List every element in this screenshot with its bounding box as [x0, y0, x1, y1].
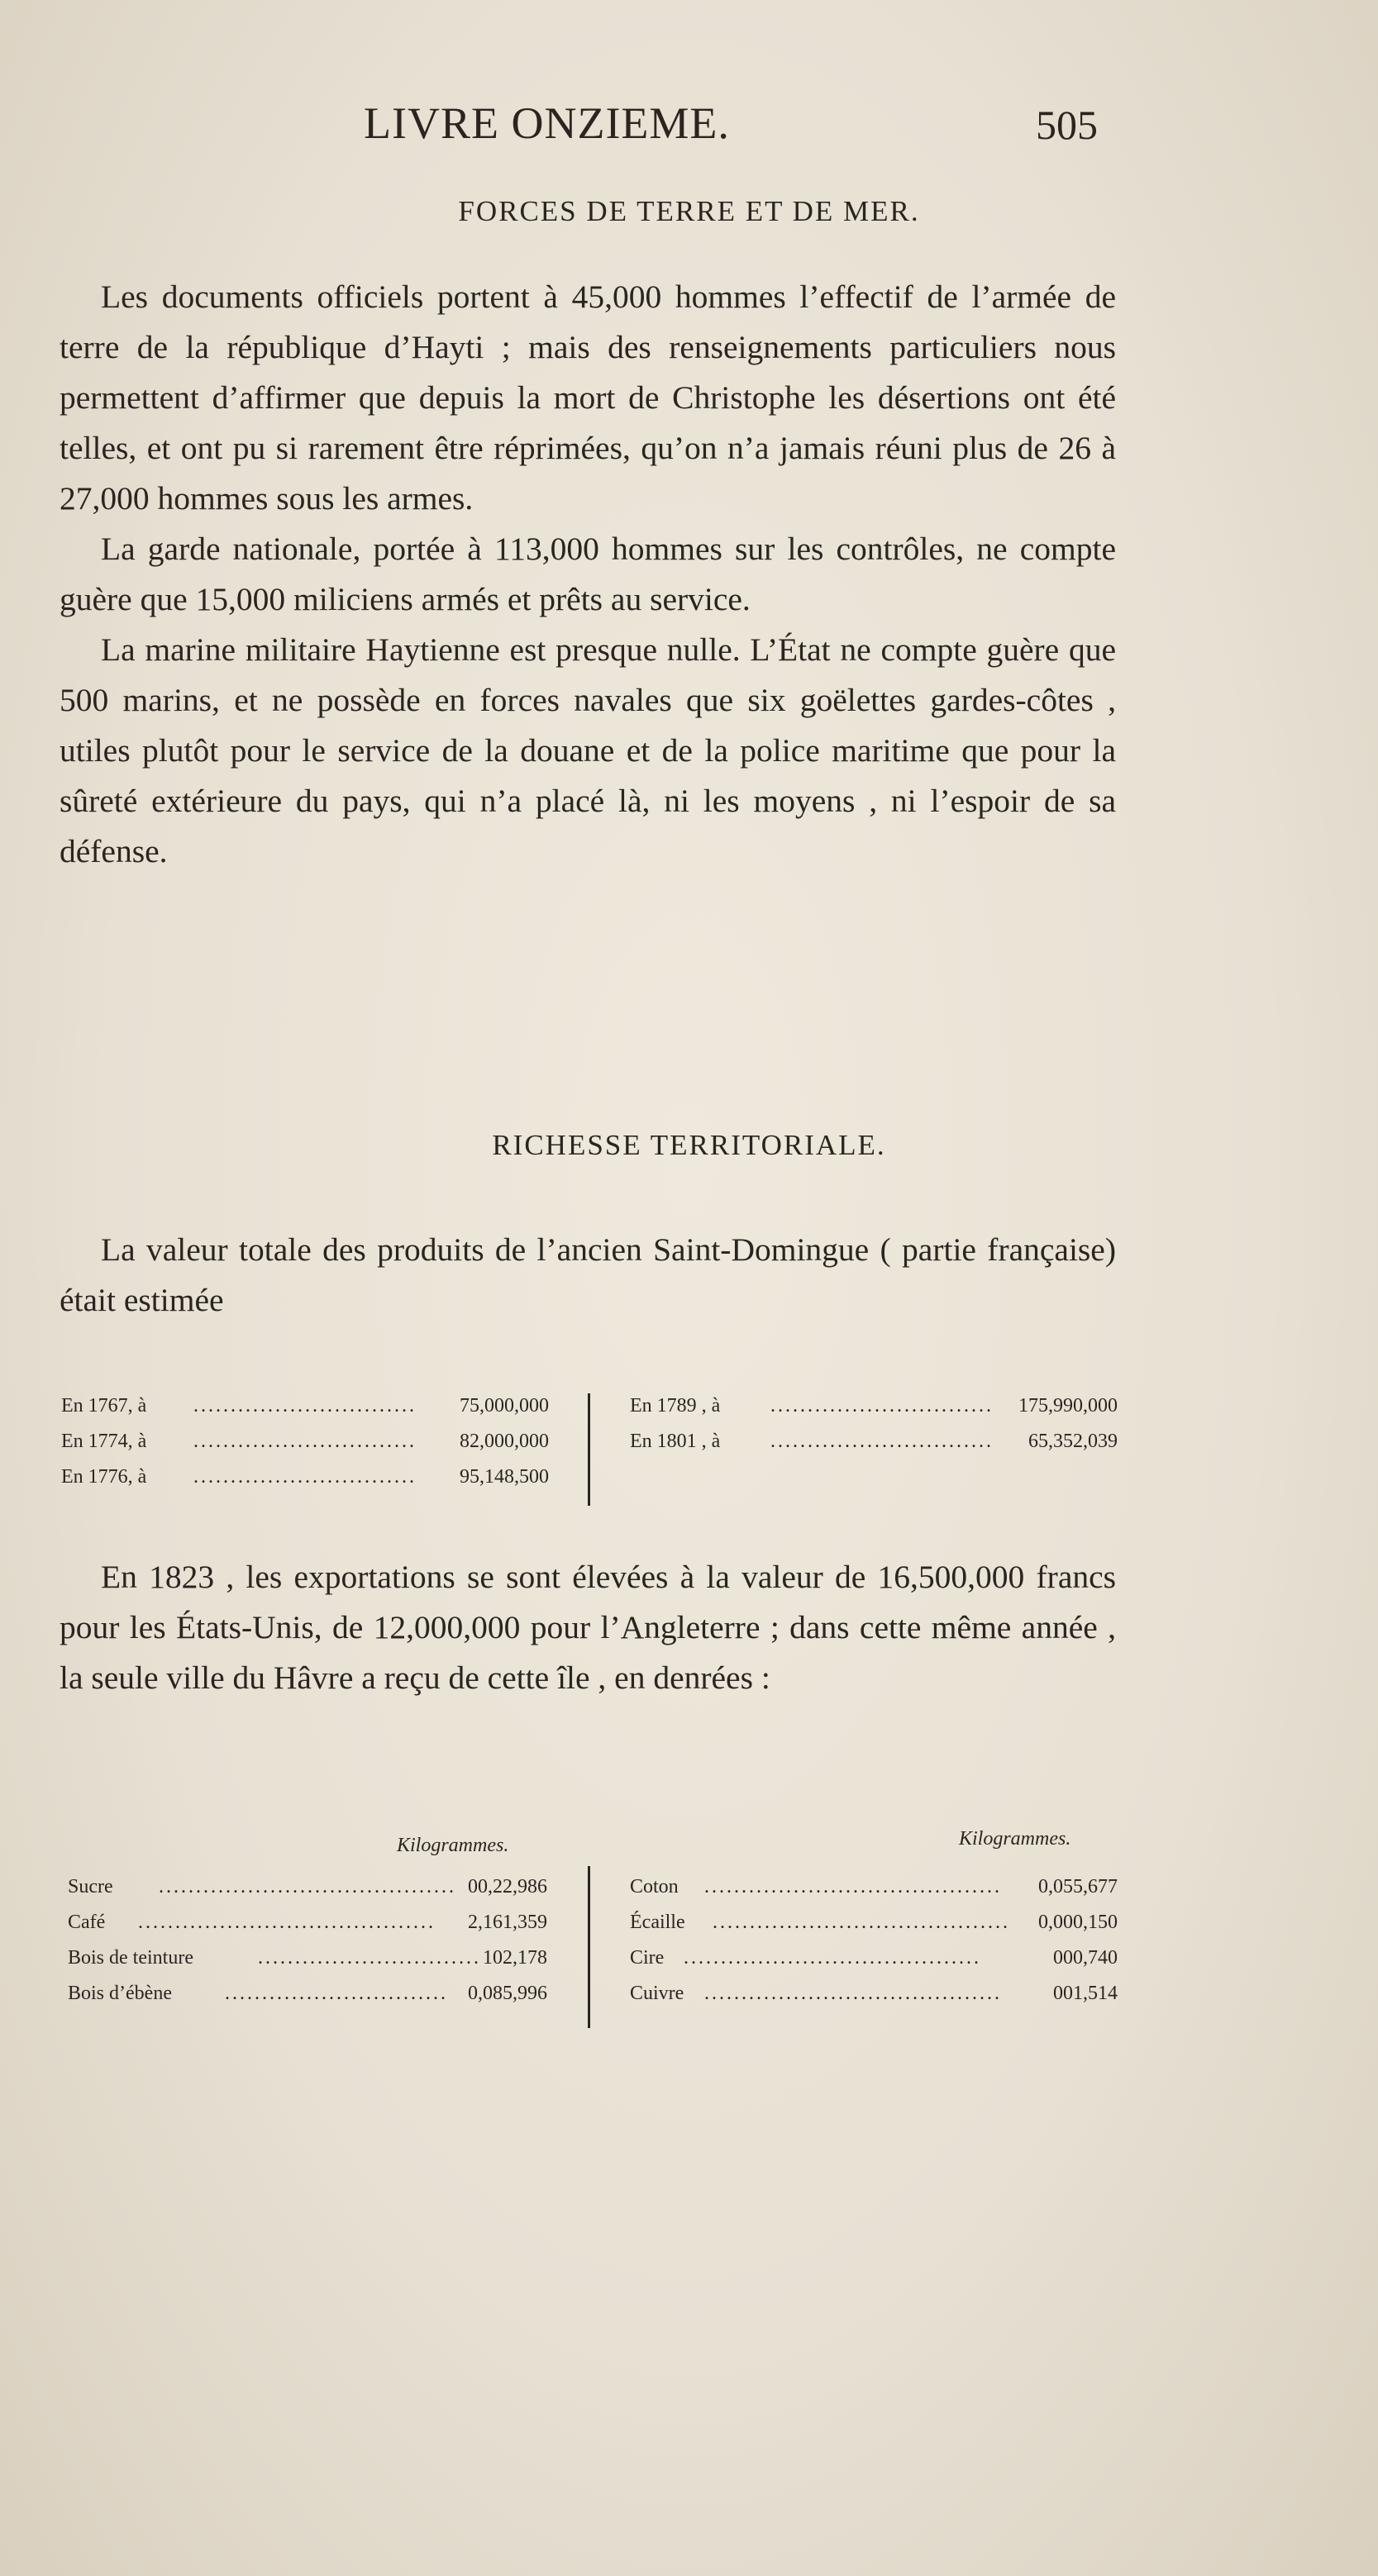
row-value: 95,148,500 [460, 1466, 549, 1488]
table-row [68, 1869, 547, 1905]
row-value: 82,000,000 [460, 1431, 549, 1452]
values-table-right [630, 1388, 1118, 1459]
goods-label: Cuivre [630, 1983, 684, 2004]
paragraph-exports: En 1823 , les exportations se sont élevées à la valeur de 16,500,000 francs pour les États-Unis, de 12,000,000 pour l’Angleterre ; dans cette même année , la seule ville du Hâvre a reçu de cette île , en denrées : [60, 1559, 1116, 1696]
dot-leader: .............................. [258, 1947, 481, 1969]
goods-value: 0,085,996 [468, 1983, 547, 2004]
richesse-intro [60, 1225, 1116, 1326]
goods-value: 102,178 [483, 1947, 547, 1969]
table-row [61, 1424, 549, 1459]
goods-table-right [630, 1869, 1118, 2012]
row-label: En 1801 , à [630, 1431, 721, 1452]
dot-leader: .............................. [770, 1431, 994, 1452]
row-value: 65,352,039 [1028, 1431, 1118, 1452]
goods-label: Bois de teinture [68, 1947, 193, 1969]
goods-value: 2,161,359 [468, 1912, 547, 1933]
dot-leader: .............................. [193, 1395, 417, 1417]
exports-body [60, 1552, 1116, 1703]
row-label: En 1776, à [61, 1466, 147, 1488]
goods-label: Café [68, 1912, 106, 1933]
dot-leader: ........................................ [159, 1876, 456, 1897]
running-title: LIVRE ONZIEME. [364, 98, 730, 148]
goods-label: Écaille [630, 1912, 685, 1933]
paragraph-army: Les documents officiels portent à 45,000 hommes l’effectif de l’armée de terre de la république d’Hayti ; mais des renseignements particuliers nous permettent d’affirmer que depuis la mort de Christophe les désertions ont été telles, et ont pu si rarement être réprimées, qu’on n’a jamais réuni plus de 26 à 27,000 hommes sous les armes. [60, 279, 1116, 517]
goods-table-left [68, 1869, 547, 2012]
goods-value: 0,055,677 [1038, 1876, 1118, 1897]
table-row [630, 1905, 1118, 1940]
table-row [630, 1940, 1118, 1976]
dot-leader: .............................. [225, 1983, 448, 2004]
paragraph-navy: La marine militaire Haytienne est presque nulle. L’État ne compte guère que 500 marins, et ne possède en forces navales que six goëlettes gardes-côtes , utiles plutôt pour le service de la douane et de la police maritime que pour la sûreté extérieure du pays, qui n’a placé là, ni les moyens , ni l’espoir de sa défense. [60, 631, 1116, 869]
dot-leader: ........................................ [704, 1983, 1002, 2004]
section-heading-forces: FORCES DE TERRE ET DE MER. [458, 195, 920, 227]
goods-label: Sucre [68, 1876, 113, 1897]
column-divider [588, 1393, 590, 1506]
table-row [630, 1976, 1118, 2012]
table-row [630, 1388, 1118, 1424]
unit-heading-right: Kilogrammes. [959, 1828, 1071, 1850]
paragraph-total-value: La valeur totale des produits de l’ancien Saint-Domingue ( partie française) était estimée [60, 1231, 1116, 1318]
dot-leader: ........................................ [138, 1912, 436, 1933]
goods-label: Bois d’ébène [68, 1983, 172, 2004]
goods-value: 001,514 [1053, 1983, 1118, 2004]
row-value: 175,990,000 [1018, 1395, 1118, 1417]
goods-label: Coton [630, 1876, 679, 1897]
values-table-left [61, 1388, 549, 1495]
page-header [0, 98, 1378, 164]
table-row [630, 1869, 1118, 1905]
dot-leader: ........................................ [704, 1876, 1002, 1897]
column-divider [588, 1866, 590, 2028]
goods-value: 00,22,986 [468, 1876, 547, 1897]
page-number: 505 [1036, 102, 1098, 148]
table-row [61, 1459, 549, 1495]
table-row [68, 1940, 547, 1976]
goods-label: Cire [630, 1947, 665, 1969]
dot-leader: ........................................ [684, 1947, 981, 1969]
dot-leader: .............................. [770, 1395, 994, 1417]
forces-body [60, 272, 1116, 877]
table-row [630, 1424, 1118, 1459]
section-heading-richesse: RICHESSE TERRITORIALE. [492, 1129, 886, 1161]
row-label: En 1774, à [61, 1431, 147, 1452]
table-row [61, 1388, 549, 1424]
dot-leader: .............................. [193, 1466, 417, 1488]
dot-leader: ........................................ [713, 1912, 1010, 1933]
table-row [68, 1905, 547, 1940]
row-label: En 1767, à [61, 1395, 147, 1417]
paragraph-national-guard: La garde nationale, portée à 113,000 hommes sur les contrôles, ne compte guère que 15,000 miliciens armés et prêts au service. [60, 531, 1116, 617]
table-row [68, 1976, 547, 2012]
unit-heading-left: Kilogrammes. [397, 1835, 509, 1856]
row-value: 75,000,000 [460, 1395, 549, 1417]
dot-leader: .............................. [193, 1431, 417, 1452]
goods-value: 0,000,150 [1038, 1912, 1118, 1933]
row-label: En 1789 , à [630, 1395, 721, 1417]
goods-value: 000,740 [1053, 1947, 1118, 1969]
